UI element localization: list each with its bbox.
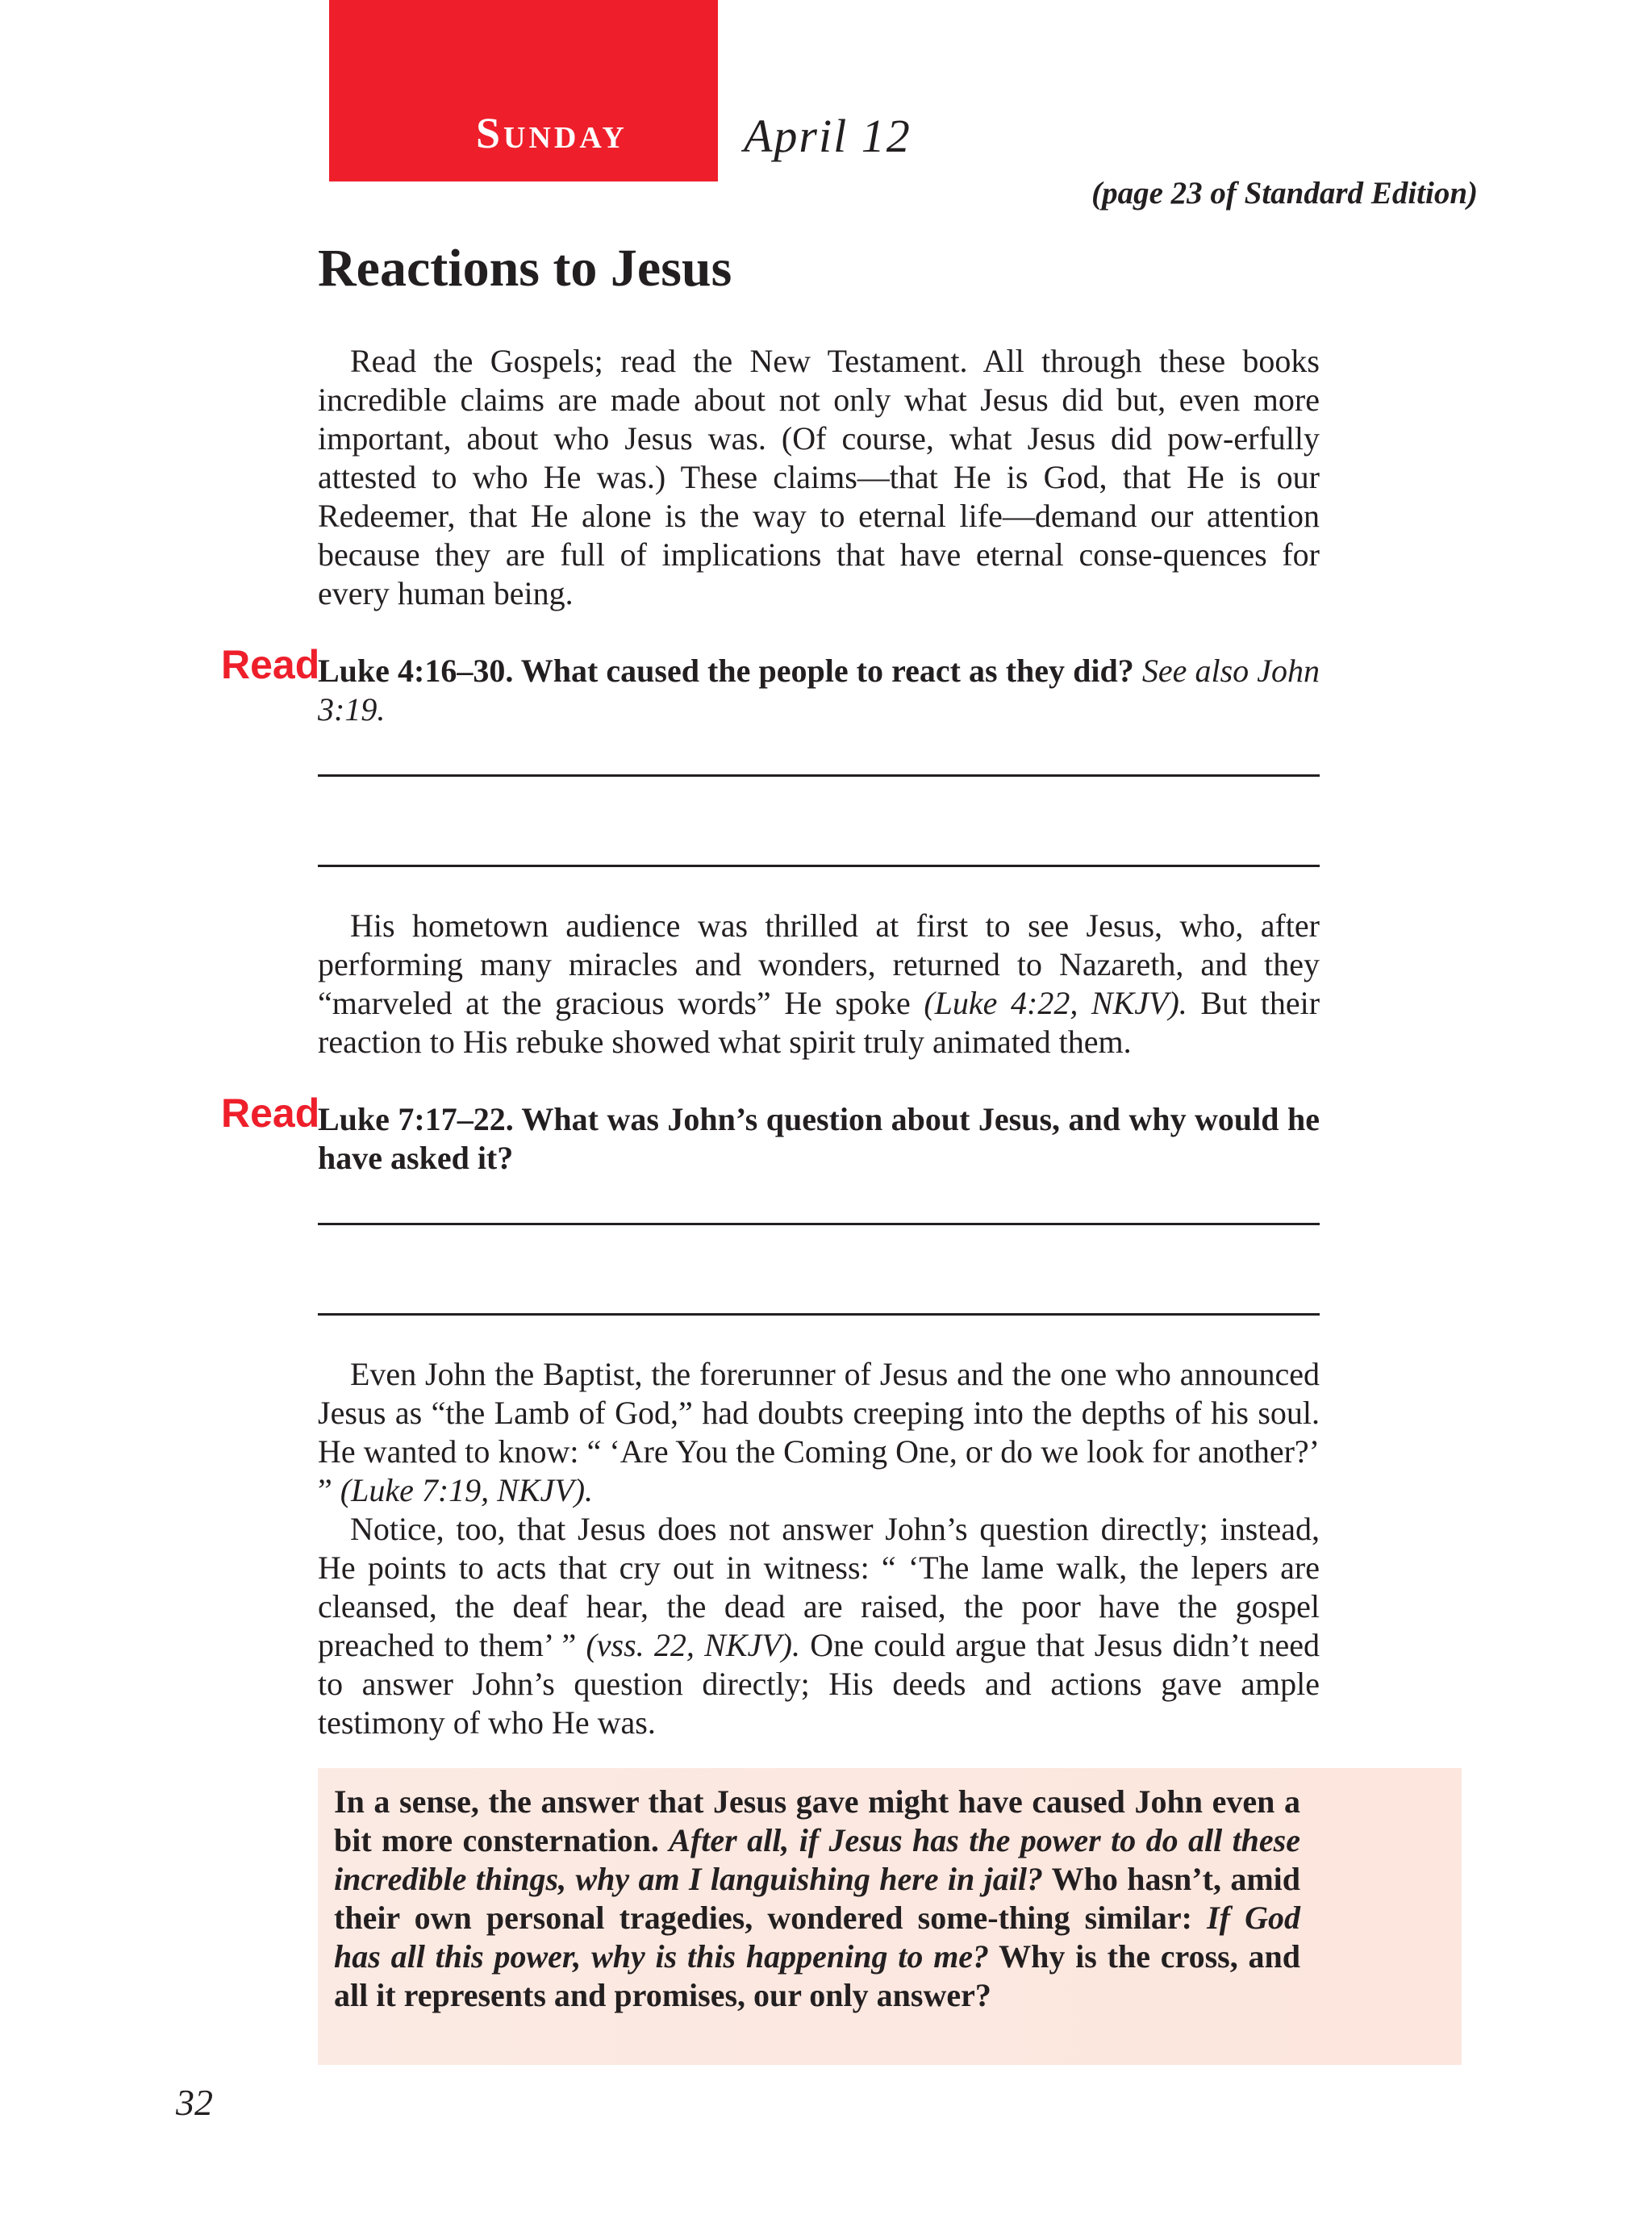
callout-part: Why is the cross, and all it represents and promises, our only answer? <box>334 1938 1300 2013</box>
read-prompt-1 <box>221 642 1320 729</box>
lesson-title: Reactions to Jesus <box>318 239 732 298</box>
intro-paragraph: Read the Gospels; read the New Testament. All through these books incredible claims are made about not only what Jesus did but, even more important, about who Jesus was. (Of course, what Jesus did pow-erfully attested to who He was.) These claims—that He is God, that He is our Redeemer, that He alone is the way to eternal life—demand our attention because they are full of implications that have eternal conse-quences for every human being. <box>318 343 1320 611</box>
read-question: Luke 7:17–22. What was John’s question about Jesus, and why would he have asked it? <box>318 1101 1320 1176</box>
scripture-citation: (Luke 4:22, NKJV). <box>924 985 1187 1021</box>
callout-emphasis: If God has all this power, why is this happening to me? <box>334 1900 1301 1975</box>
day-date: April 12 <box>744 110 912 162</box>
scripture-citation: (vss. 22, NKJV). <box>586 1627 801 1663</box>
callout-part: In a sense, the answer that Jesus gave might have caused John even a bit more consternation. <box>334 1783 1300 1858</box>
answer-line[interactable] <box>318 865 1320 867</box>
page-reference: (page 23 of Standard Edition) <box>1091 176 1478 211</box>
scripture-citation: (Luke 7:19, NKJV). <box>340 1472 594 1508</box>
callout-emphasis: After all, if Jesus has the power to do all these incredible things, why am I languishing here in jail? <box>334 1822 1301 1897</box>
answer-line[interactable] <box>318 774 1320 777</box>
read-extra-reference: See also John 3:19. <box>318 653 1320 728</box>
callout-text <box>334 1783 1300 2015</box>
page-number: 32 <box>176 2082 213 2123</box>
read-label: Read <box>221 1091 320 1136</box>
notice-paragraph <box>318 1510 1320 1742</box>
callout-part: Who hasn’t, amid their own personal tragedies, wondered some-thing similar: <box>334 1861 1300 1936</box>
baptist-paragraph <box>318 1355 1320 1510</box>
answer-line[interactable] <box>318 1313 1320 1316</box>
notice-text-end: One could argue that Jesus didn’t need to answer John’s question directly; His deeds and actions gave ample testimony of who He was. <box>318 1627 1320 1741</box>
hometown-text-end: But their reaction to His rebuke showed what spirit truly animated them. <box>318 985 1320 1060</box>
discussion-callout <box>318 1768 1462 2065</box>
read-question: Luke 4:16–30. What caused the people to react as they did? <box>318 653 1134 689</box>
notice-text: Notice, too, that Jesus does not answer John’s question directly; instead, He points to acts that cry out in witness: “ ‘The lame walk, the lepers are cleansed, the deaf hear, the dead are raised, the poor have the gospel preached to them’ ” <box>318 1511 1320 1663</box>
read-prompt-2 <box>221 1091 1320 1178</box>
day-name: Sunday <box>476 109 628 157</box>
read-label: Read <box>221 642 320 687</box>
hometown-text: His hometown audience was thrilled at first to see Jesus, who, after performing many miracles and wonders, returned to Nazareth, and they “marveled at the gracious words” He spoke <box>318 907 1320 1021</box>
hometown-paragraph <box>318 907 1320 1061</box>
answer-line[interactable] <box>318 1223 1320 1225</box>
baptist-text: Even John the Baptist, the forerunner of Jesus and the one who announced Jesus as “the Lamb of God,” had doubts creeping into the depths of his soul. He wanted to know: “ ‘Are You the Coming One, or do we look for another?’ ” <box>318 1356 1320 1508</box>
